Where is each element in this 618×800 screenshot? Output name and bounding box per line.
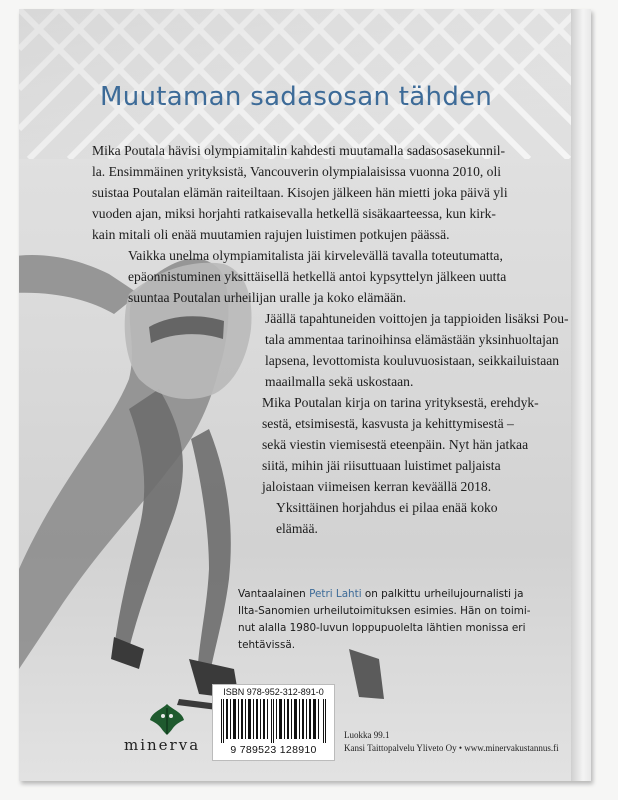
blurb-line: Mika Poutala hävisi olympiamitalin kahdesti muutamalla sadasosasekunnil- <box>92 143 506 158</box>
cover-title: Muutaman sadasosan tähden <box>100 82 493 112</box>
author-name: Petri Lahti <box>309 588 362 600</box>
cover-credits: Kansi Taittopalvelu Yliveto Oy • www.minervakustannus.fi <box>344 743 559 753</box>
blurb-line: epäonnistuminen yksittäisellä hetkellä antoi kypsyttelyn jälkeen uutta <box>128 269 507 284</box>
blurb-line: Mika Poutalan kirja on tarina yrityksestä, erehdyk- <box>262 395 539 410</box>
blurb-line: jaloistaan viimeisen kerran keväällä 2018. <box>262 479 492 494</box>
blurb-line: suistaa Poutalan elämän raiteiltaan. Kisojen jälkeen hän mietti joka päivä yli <box>92 185 508 200</box>
luokka-label: Luokka 99.1 <box>344 730 390 740</box>
blurb-line: sestä, etsimisestä, kasvusta ja kehittymisestä – <box>262 416 514 431</box>
isbn-label: ISBN 978-952-312-891-0 <box>223 687 324 697</box>
blurb-line: Yksittäinen horjahdus ei pilaa enää koko <box>276 500 498 515</box>
bio-line1-rest: on palkittu urheilujournalisti ja <box>361 588 524 600</box>
blurb-line: maailmalla sekä uskostaan. <box>265 374 414 389</box>
bio-line: Ilta-Sanomien urheilutoimituksen esimies. Hän on toimi- <box>238 605 531 617</box>
blurb-line: sekä viestin viemisestä eteenpäin. Nyt hän jatkaa <box>262 437 529 452</box>
blurb-line: la. Ensimmäinen yrityksistä, Vancouverin olympialaisissa vuonna 2010, oli <box>92 164 502 179</box>
isbn-barcode <box>212 684 335 761</box>
blurb-line: siitä, mihin jäi riisuttuaan luistimet paljaista <box>262 458 501 473</box>
bio-line: tehtävissä. <box>238 639 296 651</box>
bio-line <box>238 586 558 603</box>
bio-prefix: Vantaalainen <box>238 588 310 600</box>
blurb-line: tala ammentaa tarinoihinsa elämästään yksinhuoltajan <box>265 332 559 347</box>
bio-line: nut alalla 1980-luvun loppupuolelta lähtien monissa eri <box>238 622 526 634</box>
blurb-line: kain mitali oli enää muutamien rajujen luistimen potkujen päässä. <box>92 227 450 242</box>
blurb-line: lapsena, levottomista kouluvuosistaan, seikkailuistaan <box>265 353 560 368</box>
blurb-line: Vaikka unelma olympiamitalista jäi kirvelevällä tavalla toteutumatta, <box>128 248 503 263</box>
minerva-owl-leaf-logo <box>146 702 188 736</box>
blurb-text <box>92 140 569 539</box>
barcode-digits: 9 789523 128910 <box>230 744 317 756</box>
blurb-line: vuoden ajan, miksi horjahti ratkaisevalla hetkellä sisäkaarteessa, kun kirk- <box>92 206 496 221</box>
publisher-logo-text: minerva <box>124 736 201 754</box>
book-spine-edge <box>571 9 591 781</box>
blurb-line: elämää. <box>276 521 318 536</box>
barcode-bars <box>221 699 326 743</box>
blurb-line: Jäällä tapahtuneiden voittojen ja tappioiden lisäksi Pou- <box>265 311 569 326</box>
author-bio <box>238 586 558 654</box>
publication-meta <box>344 729 559 755</box>
blurb-line: suuntaa Poutalan urheilijan uralle ja koko elämään. <box>128 290 407 305</box>
